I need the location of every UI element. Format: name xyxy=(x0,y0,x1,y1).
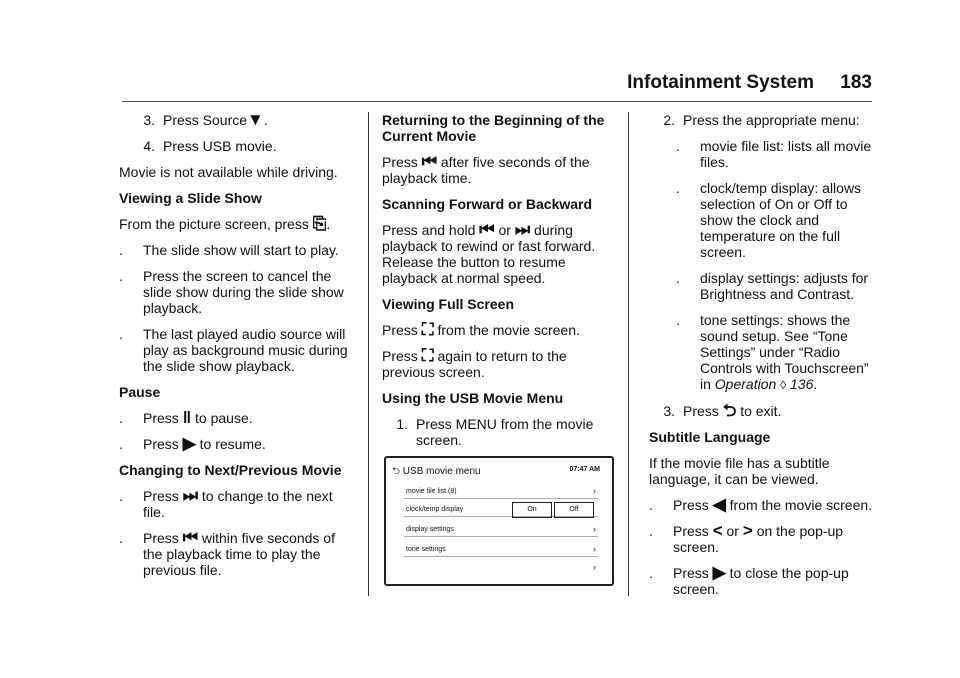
menu-row-tone-settings[interactable]: tone settings › xyxy=(404,542,598,557)
step-4: 4. Press USB movie. xyxy=(143,138,277,154)
return-heading: Returning to the Beginning of the Current Movie xyxy=(382,112,605,144)
on-button[interactable]: On xyxy=(512,502,552,518)
step-3: 3. Press Source▼. xyxy=(143,110,268,129)
column-1 xyxy=(119,112,355,588)
menu-row-clock-temp[interactable]: clock/temp display On Off xyxy=(404,502,598,517)
chevron-right-icon: › xyxy=(593,524,596,534)
left-arrow-icon: ◀ xyxy=(712,495,726,514)
list-item: . clock/temp display: allows selection of On or Off to show the clock and temperature on the full screen. xyxy=(676,180,862,260)
chevron-right-icon: › xyxy=(593,486,596,496)
page-header-title: Infotainment System xyxy=(627,72,814,93)
full-screen-heading: Viewing Full Screen xyxy=(382,296,515,312)
column-3 xyxy=(649,112,875,607)
screen-title: ⮌ USB movie menu xyxy=(392,466,481,477)
back-icon: ⮌ xyxy=(722,401,737,420)
previous-track-icon: ⏮ xyxy=(421,152,437,171)
slide-show-icon: ⎘ xyxy=(312,214,327,233)
page-number: 183 xyxy=(840,72,872,93)
play-icon: ▶ xyxy=(182,434,196,453)
menu-row-empty[interactable] xyxy=(404,560,598,574)
list-item: . Press ‖ to pause. xyxy=(119,408,253,427)
previous-track-icon: ⏮ xyxy=(182,528,198,547)
chevron-right-icon: > xyxy=(742,521,753,540)
header-rule xyxy=(122,101,872,102)
return-text: Press ⏮ after five seconds of the playback time. xyxy=(382,152,590,186)
column-divider-1 xyxy=(368,112,369,596)
scan-text: Press and hold ⏮ or ⏭ during playback to rewind or fast forward. Release the button to resume playback at normal speed. xyxy=(382,220,596,286)
chevron-right-icon: › xyxy=(593,562,596,572)
list-item: . display settings: adjusts for Brightness and Contrast. xyxy=(676,270,869,302)
step-2: 2. Press the appropriate menu: xyxy=(663,112,860,128)
full-screen-icon: ⛶ xyxy=(421,320,434,339)
next-track-icon: ⏭ xyxy=(182,486,198,505)
full-screen-text-1: Press ⛶ from the movie screen. xyxy=(382,320,580,339)
full-screen-icon: ⛶ xyxy=(421,346,434,365)
previous-track-icon: ⏮ xyxy=(479,220,495,239)
step-1: 1. Press MENU from the movie screen. xyxy=(396,416,594,448)
subtitle-heading: Subtitle Language xyxy=(649,429,771,445)
play-icon: ▶ xyxy=(712,563,726,582)
list-item: . The last played audio source will play as background music during the slide show playback. xyxy=(119,326,348,374)
list-item: . movie file list: lists all movie files. xyxy=(676,138,872,170)
list-item: . Press ▶ to close the pop-up screen. xyxy=(649,563,849,597)
usb-movie-menu-screen xyxy=(384,456,614,586)
scan-heading: Scanning Forward or Backward xyxy=(382,196,593,212)
list-item: . The slide show will start to play. xyxy=(119,242,339,258)
list-item: . tone settings: shows the sound setup. See “Tone Settings” under “Radio Controls with Touchscreen” in Operation ◊ 136. xyxy=(676,312,869,392)
step-3: 3. Press ⮌ to exit. xyxy=(663,401,782,420)
column-divider-2 xyxy=(628,112,629,596)
back-icon: ⮌ xyxy=(392,466,401,477)
changing-heading: Changing to Next/Previous Movie xyxy=(119,462,342,478)
subtitle-intro: If the movie file has a subtitle language, it can be viewed. xyxy=(649,455,830,487)
list-item: . Press ▶ to resume. xyxy=(119,434,266,453)
page-reference-icon: ◊ xyxy=(780,378,787,392)
off-button[interactable]: Off xyxy=(554,502,594,518)
list-item: . Press < or > on the pop-up screen. xyxy=(649,521,844,555)
full-screen-text-2: Press ⛶ again to return to the previous screen. xyxy=(382,346,567,380)
usb-menu-heading: Using the USB Movie Menu xyxy=(382,390,564,406)
slide-show-intro: From the picture screen, press ⎘. xyxy=(119,214,331,233)
slide-show-heading: Viewing a Slide Show xyxy=(119,190,262,206)
chevron-right-icon: › xyxy=(593,544,596,554)
pause-icon: ‖ xyxy=(182,408,192,427)
pause-heading: Pause xyxy=(119,384,161,400)
menu-row-movie-file-list[interactable]: movie file list (8) › xyxy=(404,484,598,499)
menu-row-display-settings[interactable]: display settings › xyxy=(404,522,598,537)
next-track-icon: ⏭ xyxy=(514,220,531,239)
source-down-icon: ▼ xyxy=(247,110,264,129)
list-item: . Press the screen to cancel the slide show during the slide show playback. xyxy=(119,268,344,316)
screen-clock: 07:47 AM xyxy=(569,466,600,473)
chevron-left-icon: < xyxy=(712,521,723,540)
list-item: . Press ⏭ to change to the next file. xyxy=(119,486,333,520)
column-2 xyxy=(382,112,608,458)
list-item: . Press ◀ from the movie screen. xyxy=(649,495,873,514)
list-item: . Press ⏮ within five seconds of the playback time to play the previous file. xyxy=(119,528,335,578)
not-available-note: Movie is not available while driving. xyxy=(119,164,338,180)
